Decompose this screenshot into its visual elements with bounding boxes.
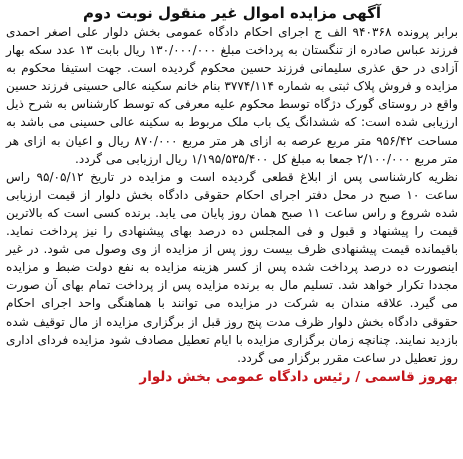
notice-body xyxy=(6,23,458,367)
notice-title: آگهی مزایده اموال غیر منقول نوبت دوم xyxy=(82,4,382,22)
notice-paragraph-1: برابر پرونده ۹۴۰۳۶۸ الف ج اجرای احکام دادگاه عمومی بخش دلوار علی اصغر احمدی فرزند عباس صادره از تنگستان به پرداخت مبلغ ۱۳۰/۰۰۰/۰۰۰ ریال بابت ۱۳ عدد سکه بهار آزادی در حق عذری سلیمانی فرزند حسین محکوم گردیده است. جهت استیفا محکوم به مزایده و فروش پلاک ثبتی به شماره ۳۷۷۴/۱۱۴ بنام خانم سکینه عالی حسینی فرزند حسین واقع در روستای گورک دژگاه توسط محکوم علیه معرفی که توسط کارشناس به شرح ذیل ارزیابی شده است: که ششدانگ یک باب ملک مربوط به سکینه عالی حسینی می باشد به مساحت ۹۵۶/۴۲ متر مربع عرصه به ازای هر متر مربع ۸۷۰/۰۰۰ ریال و اعیان به ازای هر متر مربع ۲/۱۰۰/۰۰۰ جمعا به مبلغ کل ۱/۱۹۵/۵۳۵/۴۰۰ ریال ارزیابی می گردد. xyxy=(6,25,458,166)
notice-paragraph-2: نظریه کارشناسی پس از ابلاغ قطعی گردیده است و مزایده در تاریخ ۹۵/۰۵/۱۲ راس ساعت ۱۰ صبح در محل دفتر اجرای احکام حقوقی دادگاه بخش دلوار از قیمت ارزیابی شده شروع و راس ساعت ۱۱ صبح همان روز پایان می یابد. برنده کسی است که بالاترین قیمت را پیشنهاد و قبول و فی المجلس ده درصد بهای پیشنهادی را نیز پرداخت نماید. باقیمانده قیمت پیشنهادی ظرف بیست روز پس از مزایده از وی وصول می شود. در غیر اینصورت ده درصد پرداخت شده پس از کسر هزینه مزایده به نفع دولت ضبط و مزایده مجددا تکرار خواهد شد. تسلیم مال به برنده مزایده پس از پرداخت تمام بهای آن صورت می گیرد. علاقه مندان به شرکت در مزایده می توانند با هماهنگی واحد اجرای احکام حقوقی دادگاه بخش دلوار ظرف مدت پنج روز قبل از برگزاری مزایده از مال توقیف شده بازدید نمایند. چنانچه زمان برگزاری مزایده با ایام تعطیل مصادف شود مزایده فردای اداری روز تعطیل در ساعت مقرر برگزار می گردد. xyxy=(6,169,458,365)
judge-signature: بهروز قاسمی / رئیس دادگاه عمومی بخش دلوار xyxy=(139,368,458,385)
